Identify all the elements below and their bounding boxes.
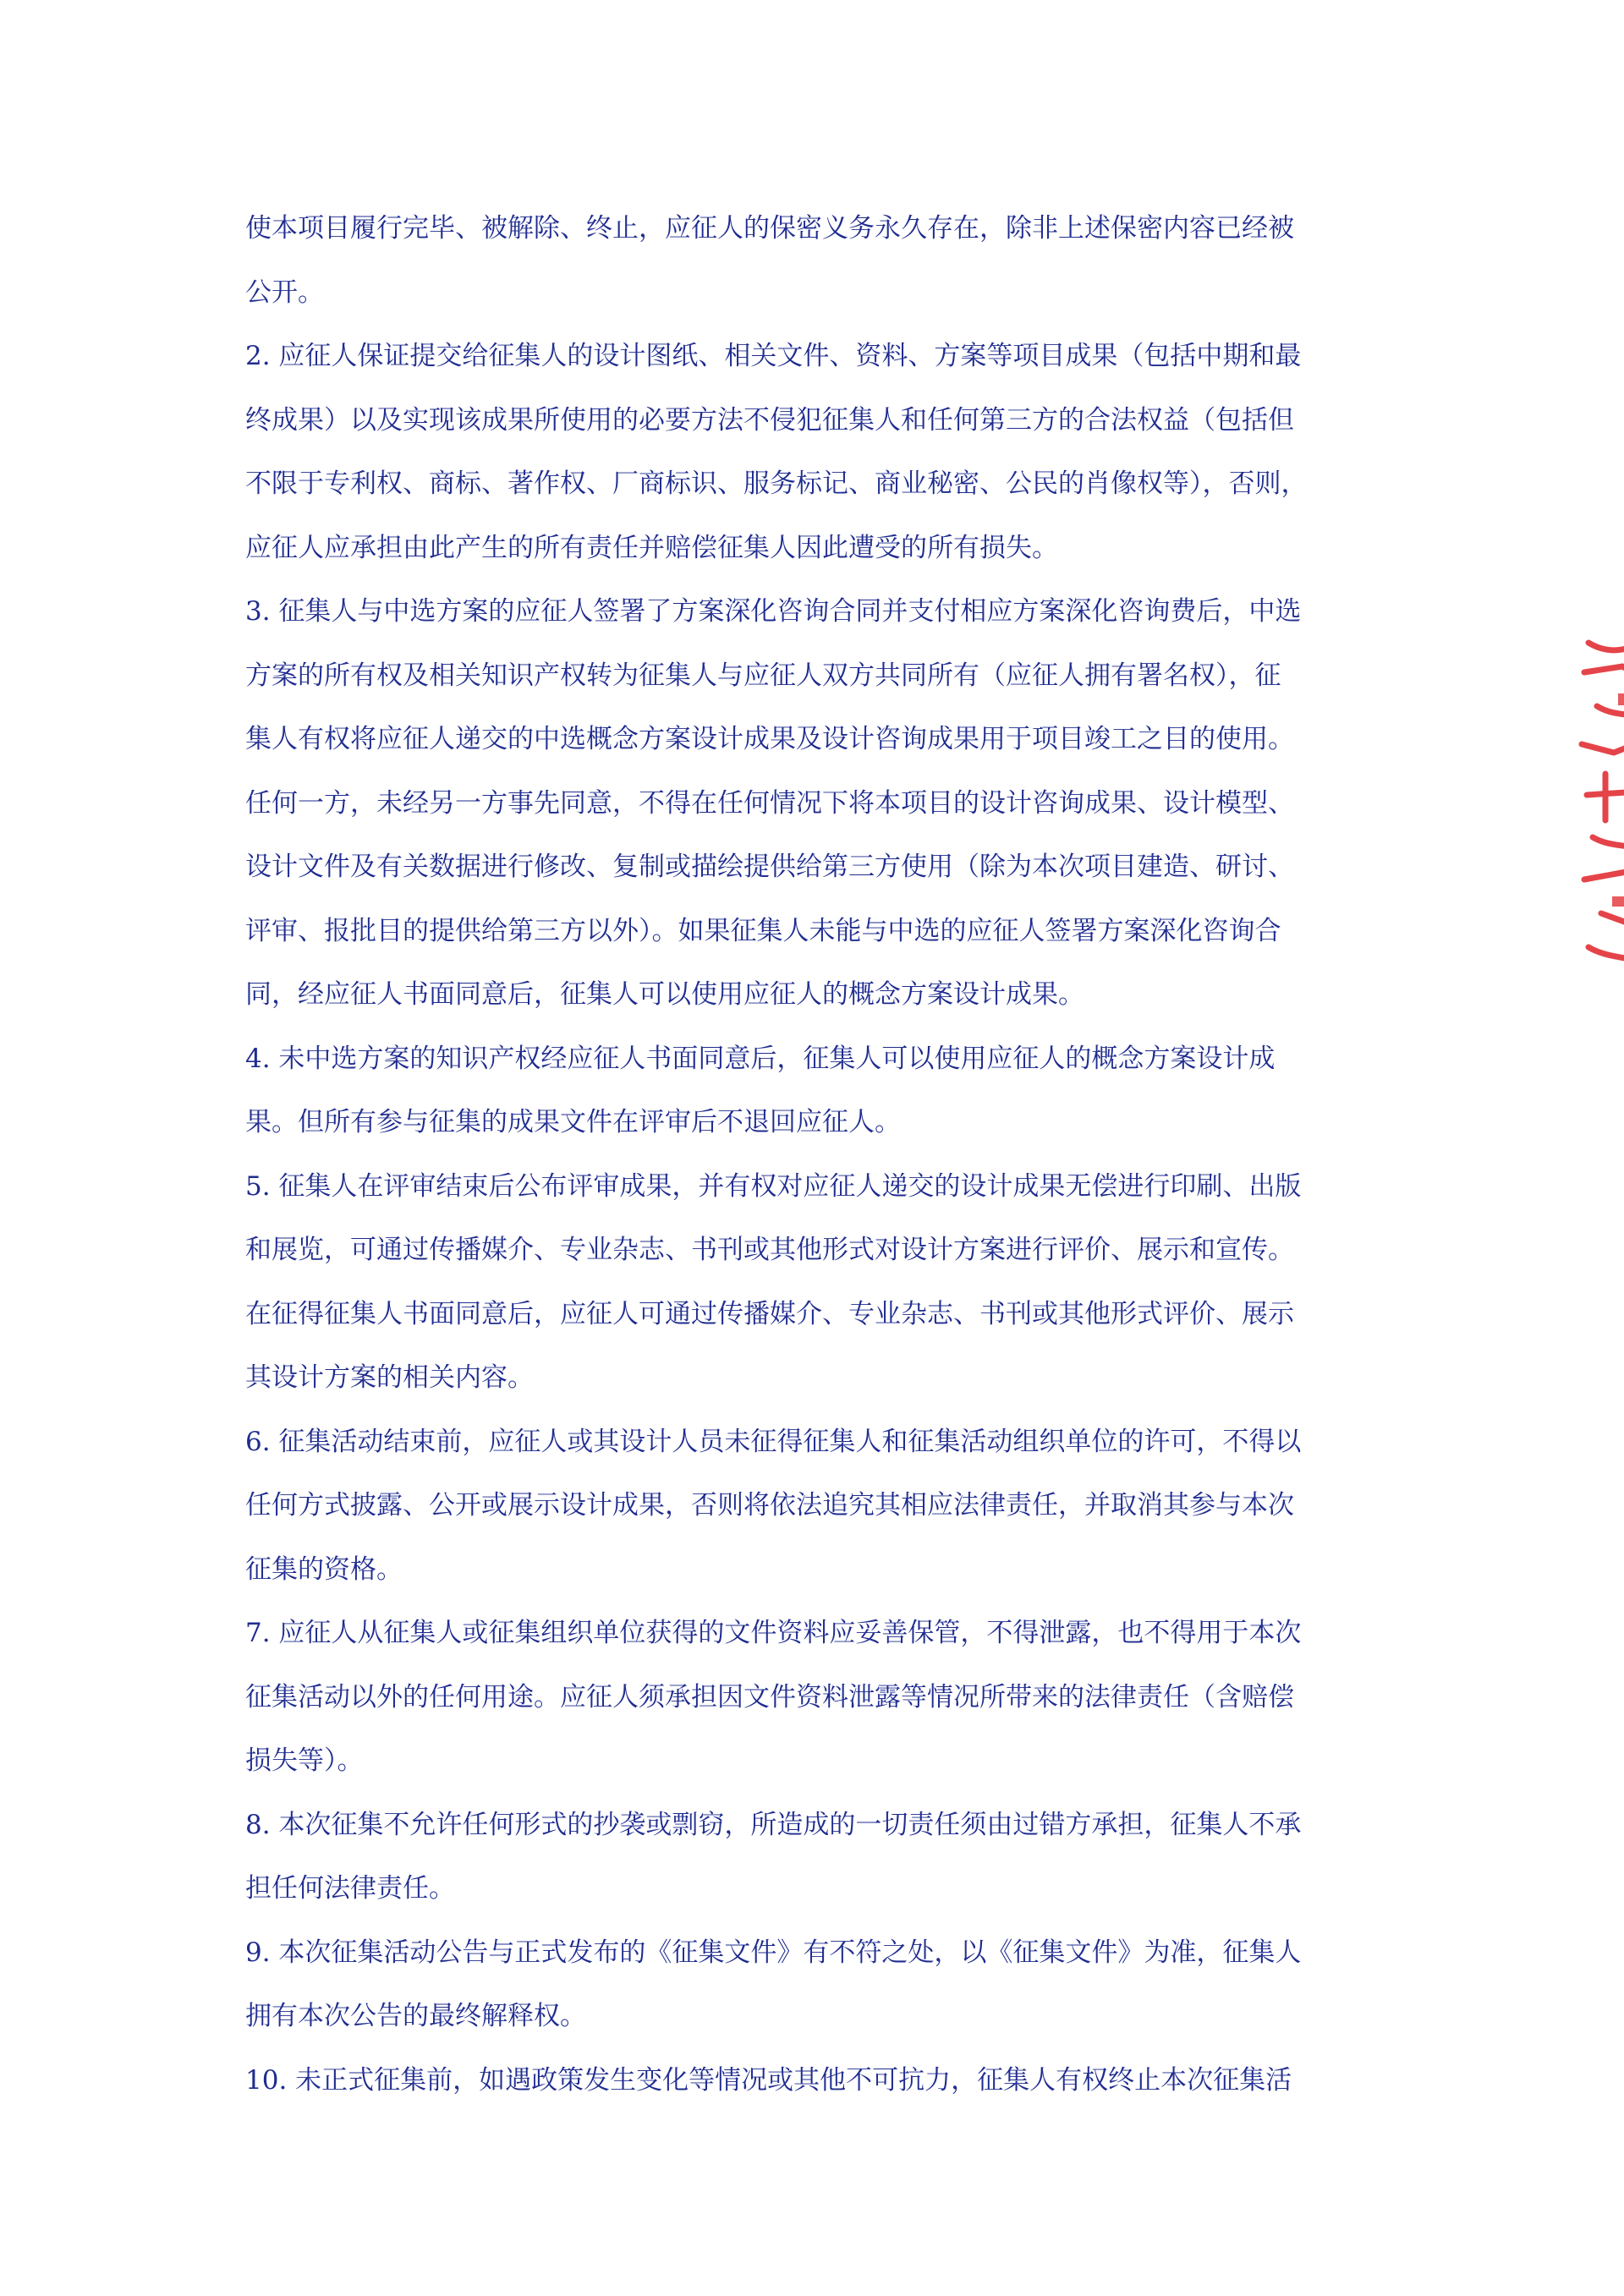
text-line: 在征得征集人书面同意后，应征人可通过传播媒介、专业杂志、书刊或其他形式评价、展示 bbox=[245, 1298, 1294, 1329]
text-line: 公开。 bbox=[245, 277, 324, 308]
text-line: 设计文件及有关数据进行修改、复制或描绘提供给第三方使用（除为本次项目建造、研讨、 bbox=[245, 852, 1294, 882]
text-line: 9. 本次征集活动公告与正式发布的《征集文件》有不符之处，以《征集文件》为准，征集人 bbox=[245, 1937, 1302, 1968]
document-body bbox=[245, 203, 1379, 2118]
text-line: 方案的所有权及相关知识产权转为征集人与应征人双方共同所有（应征人拥有署名权），征 bbox=[245, 660, 1281, 691]
text-line: 任何方式披露、公开或展示设计成果，否则将依法追究其相应法律责任，并取消其参与本次 bbox=[245, 1490, 1294, 1521]
text-line: 集人有权将应征人递交的中选概念方案设计成果及设计咨询成果用于项目竣工之目的使用。 bbox=[245, 724, 1294, 754]
seal-stamp-icon bbox=[1572, 626, 1624, 981]
text-line: 征集活动以外的任何用途。应征人须承担因文件资料泄露等情况所带来的法律责任（含赔偿 bbox=[245, 1681, 1294, 1712]
text-line: 7. 应征人从征集人或征集组织单位获得的文件资料应妥善保管，不得泄露，也不得用于本次 bbox=[245, 1618, 1302, 1648]
text-line: 担任何法律责任。 bbox=[245, 1873, 455, 1904]
text-line: 损失等）。 bbox=[245, 1745, 364, 1776]
text-line: 2. 应征人保证提交给征集人的设计图纸、相关文件、资料、方案等项目成果（包括中期和最 bbox=[245, 341, 1302, 371]
text-line: 不限于专利权、商标、著作权、厂商标识、服务标记、商业秘密、公民的肖像权等），否则， bbox=[245, 469, 1308, 499]
text-line: 同，经应征人书面同意后，征集人可以使用应征人的概念方案设计成果。 bbox=[245, 979, 1084, 1010]
text-line: 其设计方案的相关内容。 bbox=[245, 1362, 534, 1393]
text-line: 任何一方，未经另一方事先同意，不得在任何情况下将本项目的设计咨询成果、设计模型、 bbox=[245, 787, 1294, 819]
text-line: 应征人应承担由此产生的所有责任并赔偿征集人因此遭受的所有损失。 bbox=[245, 532, 1058, 563]
text-line: 评审、报批目的提供给第三方以外）。如果征集人未能与中选的应征人签署方案深化咨询合 bbox=[245, 915, 1281, 946]
text-line: 果。但所有参与征集的成果文件在评审后不退回应征人。 bbox=[245, 1107, 901, 1137]
text-line: 3. 征集人与中选方案的应征人签署了方案深化咨询合同并支付相应方案深化咨询费后，中选 bbox=[245, 596, 1302, 627]
text-line: 终成果）以及实现该成果所使用的必要方法不侵犯征集人和任何第三方的合法权益（包括但 bbox=[245, 404, 1294, 436]
text-line: 使本项目履行完毕、被解除、终止，应征人的保密义务永久存在，除非上述保密内容已经被 bbox=[245, 213, 1294, 244]
text-line: 征集的资格。 bbox=[245, 1553, 403, 1585]
text-line: 10. 未正式征集前，如遇政策发生变化等情况或其他不可抗力，征集人有权终止本次征集活 bbox=[245, 2064, 1292, 2096]
text-line: 4. 未中选方案的知识产权经应征人书面同意后，征集人可以使用应征人的概念方案设计成 bbox=[245, 1043, 1276, 1074]
text-line: 拥有本次公告的最终解释权。 bbox=[245, 2001, 586, 2031]
text-line: 8. 本次征集不允许任何形式的抄袭或剽窃，所造成的一切责任须由过错方承担，征集人不承 bbox=[245, 1809, 1302, 1840]
text-line: 和展览，可通过传播媒介、专业杂志、书刊或其他形式对设计方案进行评价、展示和宣传。 bbox=[245, 1235, 1294, 1265]
text-line: 6. 征集活动结束前，应征人或其设计人员未征得征集人和征集活动组织单位的许可，不得以 bbox=[245, 1426, 1302, 1457]
text-line: 5. 征集人在评审结束后公布评审成果，并有权对应征人递交的设计成果无偿进行印刷、出版 bbox=[245, 1170, 1302, 1202]
